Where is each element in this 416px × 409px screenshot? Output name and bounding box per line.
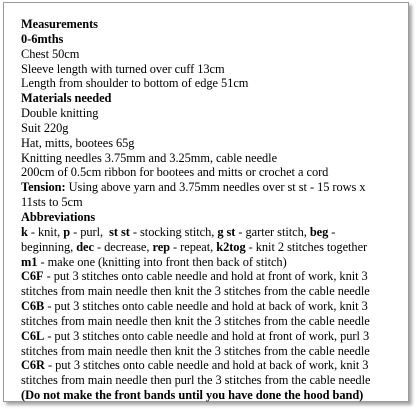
abbrev-k: k [21,224,28,239]
measurements-heading: Measurements [21,17,98,31]
materials-heading: Materials needed [21,91,112,106]
tension-label: Tension: [21,180,66,195]
abbrev-line-3 [21,255,409,270]
abbrev-rep: rep [152,239,170,254]
length-measurement: Length from shoulder to bottom of edge 51cm [21,76,249,91]
abbrev-c6l: C6L [21,328,45,343]
tension-text: Using above yarn and 3.75mm needles over st st - 15 rows x [65,180,366,195]
abbrev-c6l-def-2: stitches from main needle then knit the 3 stitches from the cable needle [21,343,370,358]
abbrev-c6b: C6B [21,299,45,314]
abbrev-k2tog-def: - knit 2 stitches together [245,239,368,254]
suit-weight: Suit 220g [21,120,69,135]
abbrev-c6b-line-1 [21,299,409,314]
document-frame [3,2,409,402]
abbrev-p: p [63,224,71,239]
size-label: 0-6mths [21,31,64,46]
abbrev-c6r: C6R [21,358,45,373]
tension-line-1 [21,180,409,195]
tension-line-2: 11sts to 5cm [21,195,83,210]
abbrev-c6f-def-1: - put 3 stitches onto cable needle and hold at front of work, knit 3 [43,269,368,284]
abbrev-gst-def: - garter stitch, [235,224,310,239]
abbrev-rep-def: - repeat, [170,239,217,254]
abbrev-c6l-def-1: - put 3 stitches onto cable needle and hold at front of work, purl 3 [44,328,370,343]
abbrev-c6b-def-1: - put 3 stitches onto cable needle and hold at back of work, knit 3 [44,299,368,314]
abbrev-c6f-line-1 [21,269,409,284]
abbrev-beg: beg [309,224,329,239]
document-body [21,17,409,403]
yarn-type: Double knitting [21,106,99,121]
abbrev-dec: dec [76,239,94,254]
abbrev-k-def: - knit, [27,224,64,239]
abbrev-beg-cont: beginning, [21,239,77,254]
abbrev-c6l-line-1 [21,329,409,344]
abbrev-c6f: C6F [21,269,44,284]
abbrev-stst: st st [109,224,130,239]
front-bands-note: (Do not make the front bands until you have done the hood band) [21,388,364,403]
abbrev-m1: m1 [21,254,38,269]
abbrev-c6b-def-2: stitches from main needle then knit the 3 stitches from the cable needle [21,313,370,328]
abbrev-line-1 [21,225,409,240]
abbrev-stst-def: - stocking stitch, [129,224,218,239]
abbrev-beg-def: - [328,224,336,239]
sleeve-measurement: Sleeve length with turned over cuff 13cm [21,61,225,76]
abbrev-gst: g st [217,224,236,239]
abbrev-c6f-def-2: stitches from main needle then knit the 3 stitches from the cable needle [21,284,370,299]
abbrev-dec-def: - decrease, [93,239,153,254]
abbrev-c6r-def-1: - put 3 stitches onto cable needle and hold at back of work, knit 3 [44,358,369,373]
needles-needed: Knitting needles 3.75mm and 3.25mm, cable needle [21,150,278,165]
abbrev-p-def: - purl, [70,224,110,239]
abbrev-line-2 [21,240,409,255]
abbrev-k2tog: k2tog [216,239,246,254]
abbrev-c6r-def-2: stitches from main needle then purl the 3 stitches from the cable needle [21,373,371,388]
ribbon-needed: 200cm of 0.5cm ribbon for bootees and mitts or crochet a cord [21,165,329,180]
abbreviations-heading: Abbreviations [21,209,96,224]
abbrev-c6r-line-1 [21,358,409,373]
accessories-weight: Hat, mitts, bootees 65g [21,135,135,150]
abbrev-m1-def: - make one (knitting into front then back of stitch) [37,254,287,269]
chest-measurement: Chest 50cm [21,46,80,61]
